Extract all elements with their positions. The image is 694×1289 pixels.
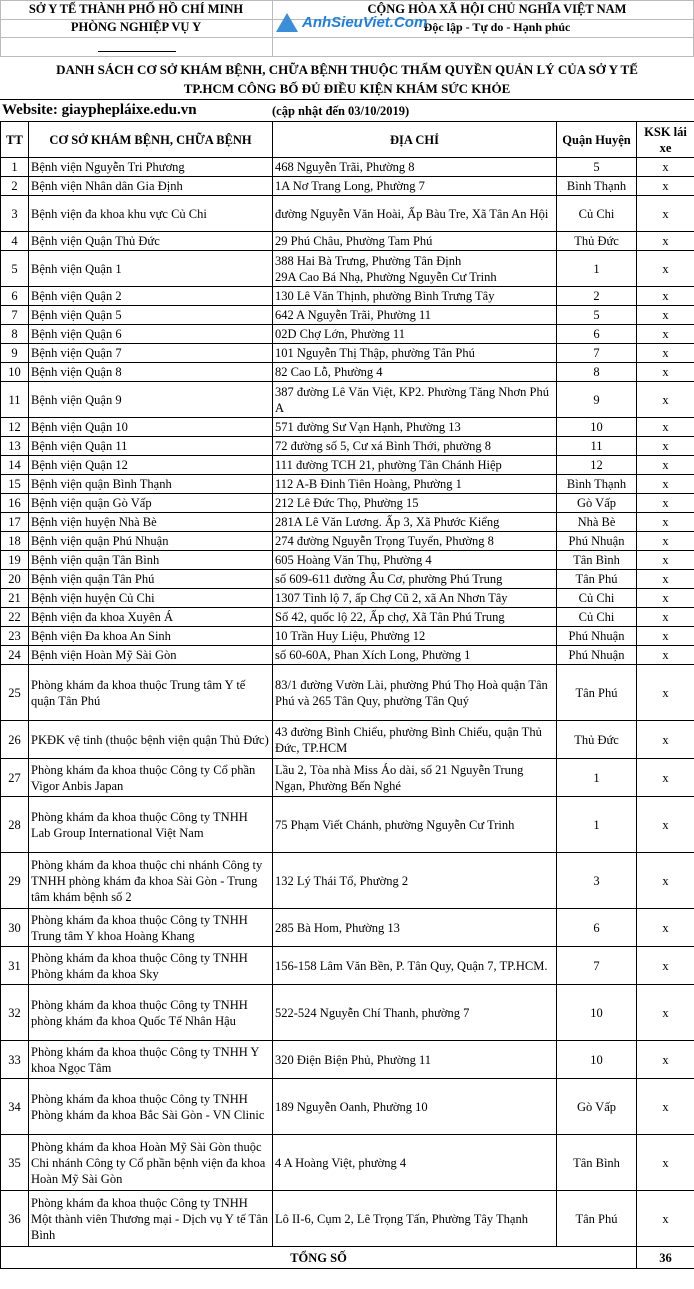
- row-index: 9: [1, 344, 29, 363]
- row-index: 26: [1, 721, 29, 759]
- motto: Độc lập - Tự do - Hạnh phúc: [423, 20, 571, 34]
- row-index: 19: [1, 551, 29, 570]
- district: 9: [557, 382, 637, 418]
- district: Nhà Bè: [557, 513, 637, 532]
- total-label: TỔNG SỐ: [1, 1247, 637, 1269]
- table-row: [1, 665, 694, 721]
- facility-address: 388 Hai Bà Trưng, Phường Tân Định 29A Cao Bá Nhạ, Phường Nguyễn Cư Trinh: [273, 251, 557, 287]
- ksk-mark: x: [637, 475, 694, 494]
- table-row: [1, 363, 694, 382]
- ksk-mark: x: [637, 251, 694, 287]
- table-row: [1, 158, 694, 177]
- ksk-mark: x: [637, 325, 694, 344]
- ksk-mark: x: [637, 1191, 694, 1247]
- header-facility: CƠ SỞ KHÁM BỆNH, CHỮA BỆNH: [29, 122, 273, 158]
- row-index: 35: [1, 1135, 29, 1191]
- row-index: 12: [1, 418, 29, 437]
- agency-name: SỞ Y TẾ THÀNH PHỐ HỒ CHÍ MINH: [28, 2, 244, 16]
- table-row: [1, 306, 694, 325]
- ksk-mark: x: [637, 721, 694, 759]
- facility-name: PKĐK vệ tinh (thuộc bệnh viện quận Thủ Đức): [29, 721, 273, 759]
- facility-address: đường Nguyễn Văn Hoài, Ấp Bàu Tre, Xã Tân An Hội: [273, 196, 557, 232]
- facility-address: 605 Hoàng Văn Thụ, Phường 4: [273, 551, 557, 570]
- district: Gò Vấp: [557, 1079, 637, 1135]
- facility-address: số 60-60A, Phan Xích Long, Phường 1: [273, 646, 557, 665]
- row-index: 8: [1, 325, 29, 344]
- facility-address: 281A Lê Văn Lương. Ấp 3, Xã Phước Kiểng: [273, 513, 557, 532]
- district: 5: [557, 306, 637, 325]
- table-row: [1, 418, 694, 437]
- facility-name: Bệnh viện Nhân dân Gia Định: [29, 177, 273, 196]
- ksk-mark: x: [637, 494, 694, 513]
- district: 7: [557, 344, 637, 363]
- facility-address: 02D Chợ Lớn, Phường 11: [273, 325, 557, 344]
- ksk-mark: x: [637, 382, 694, 418]
- row-index: 10: [1, 363, 29, 382]
- row-index: 22: [1, 608, 29, 627]
- facility-address: 132 Lý Thái Tổ, Phường 2: [273, 853, 557, 909]
- facility-name: Phòng khám đa khoa thuộc Công ty TNHH Phòng khám đa khoa Bắc Sài Gòn - VN Clinic: [29, 1079, 273, 1135]
- facility-address: 112 A-B Đinh Tiên Hoàng, Phường 1: [273, 475, 557, 494]
- facility-name: Bệnh viện Quận 12: [29, 456, 273, 475]
- document-title: [0, 58, 694, 98]
- facility-name: Phòng khám đa khoa Hoàn Mỹ Sài Gòn thuộc Chi nhánh Công ty Cổ phần bệnh viện đa khoa Hoàn Mỹ Sài Gòn: [29, 1135, 273, 1191]
- facility-address: Số 42, quốc lộ 22, Ấp chợ, Xã Tân Phú Trung: [273, 608, 557, 627]
- row-index: 2: [1, 177, 29, 196]
- table-row: [1, 382, 694, 418]
- ksk-mark: x: [637, 177, 694, 196]
- table-row: [1, 570, 694, 589]
- facility-name: Phòng khám đa khoa thuộc chi nhánh Công ty TNHH phòng khám đa khoa Sài Gòn - Trung tâm khám bệnh số 2: [29, 853, 273, 909]
- ksk-mark: x: [637, 344, 694, 363]
- row-index: 1: [1, 158, 29, 177]
- ksk-mark: x: [637, 646, 694, 665]
- facility-name: Bệnh viện đa khoa khu vực Củ Chi: [29, 196, 273, 232]
- row-index: 32: [1, 985, 29, 1041]
- district: 12: [557, 456, 637, 475]
- header-district: Quận Huyện: [557, 122, 637, 158]
- district: Bình Thạnh: [557, 177, 637, 196]
- district: Phú Nhuận: [557, 627, 637, 646]
- facility-name: Bệnh viện quận Tân Bình: [29, 551, 273, 570]
- table-row: [1, 325, 694, 344]
- facility-address: 189 Nguyễn Oanh, Phường 10: [273, 1079, 557, 1135]
- row-index: 11: [1, 382, 29, 418]
- row-index: 7: [1, 306, 29, 325]
- facility-address: 83/1 đường Vườn Lài, phường Phú Thọ Hoà quận Tân Phú và 265 Tân Quy, phường Tân Quý: [273, 665, 557, 721]
- row-index: 30: [1, 909, 29, 947]
- facility-address: 642 A Nguyễn Trãi, Phường 11: [273, 306, 557, 325]
- table-row: [1, 551, 694, 570]
- ksk-mark: x: [637, 418, 694, 437]
- facility-name: Phòng khám đa khoa thuộc Công ty TNHH phòng khám đa khoa Quốc Tế Nhân Hậu: [29, 985, 273, 1041]
- ksk-mark: x: [637, 797, 694, 853]
- table-row: [1, 494, 694, 513]
- district: Tân Bình: [557, 1135, 637, 1191]
- district: Tân Phú: [557, 665, 637, 721]
- table-row: [1, 196, 694, 232]
- table-row: [1, 608, 694, 627]
- facility-name: Bệnh viện Quận 2: [29, 287, 273, 306]
- row-index: 25: [1, 665, 29, 721]
- website-label: Website: giayphepláixe.edu.vn: [2, 102, 197, 118]
- district: 5: [557, 158, 637, 177]
- district: 6: [557, 909, 637, 947]
- facility-name: Bệnh viện quận Phú Nhuận: [29, 532, 273, 551]
- ksk-mark: x: [637, 853, 694, 909]
- table-row: [1, 759, 694, 797]
- facility-name: Phòng khám đa khoa thuộc Công ty TNHH Y khoa Ngọc Tâm: [29, 1041, 273, 1079]
- facility-address: 571 đường Sư Vạn Hạnh, Phường 13: [273, 418, 557, 437]
- table-row: [1, 721, 694, 759]
- header-address: ĐỊA CHỈ: [273, 122, 557, 158]
- ksk-mark: x: [637, 437, 694, 456]
- facility-name: Phòng khám đa khoa thuộc Trung tâm Y tế quận Tân Phú: [29, 665, 273, 721]
- watermark-logo: [276, 11, 446, 35]
- facility-name: Bệnh viện quận Bình Thạnh: [29, 475, 273, 494]
- district: 8: [557, 363, 637, 382]
- table-row: [1, 456, 694, 475]
- ksk-mark: x: [637, 287, 694, 306]
- row-index: 36: [1, 1191, 29, 1247]
- table-row: [1, 797, 694, 853]
- ksk-mark: x: [637, 947, 694, 985]
- facility-address: Lầu 2, Tòa nhà Miss Áo dài, số 21 Nguyễn Trung Ngạn, Phường Bến Nghé: [273, 759, 557, 797]
- title-line-1: DANH SÁCH CƠ SỞ KHÁM BỆNH, CHỮA BỆNH THUỘC THẨM QUYỀN QUẢN LÝ CỦA SỞ Y TẾ: [56, 62, 638, 77]
- table-row: [1, 1041, 694, 1079]
- updated-label: (cập nhật đến 03/10/2019): [272, 104, 410, 118]
- table-row: [1, 1191, 694, 1247]
- row-index: 34: [1, 1079, 29, 1135]
- facility-name: Bệnh viện đa khoa Xuyên Á: [29, 608, 273, 627]
- facility-name: Bệnh viện Quận 8: [29, 363, 273, 382]
- district: Gò Vấp: [557, 494, 637, 513]
- row-index: 15: [1, 475, 29, 494]
- table-header-row: [1, 122, 694, 158]
- facility-address: 156-158 Lâm Văn Bền, P. Tân Quy, Quận 7, TP.HCM.: [273, 947, 557, 985]
- table-row: [1, 344, 694, 363]
- facility-name: Bệnh viện Đa khoa An Sinh: [29, 627, 273, 646]
- row-index: 16: [1, 494, 29, 513]
- header-ksk: KSK lái xe: [637, 122, 694, 158]
- district: Tân Bình: [557, 551, 637, 570]
- ksk-mark: x: [637, 759, 694, 797]
- ksk-mark: x: [637, 1079, 694, 1135]
- row-index: 6: [1, 287, 29, 306]
- row-index: 14: [1, 456, 29, 475]
- logo-text: AnhSieuViet.Com: [302, 14, 428, 31]
- facility-address: 72 đường số 5, Cư xá Bình Thới, phường 8: [273, 437, 557, 456]
- ksk-mark: x: [637, 551, 694, 570]
- document-header: [0, 0, 694, 58]
- facility-address: 468 Nguyễn Trãi, Phường 8: [273, 158, 557, 177]
- row-index: 33: [1, 1041, 29, 1079]
- table-row: [1, 532, 694, 551]
- district: 1: [557, 797, 637, 853]
- table-row: [1, 251, 694, 287]
- row-index: 23: [1, 627, 29, 646]
- table-row: [1, 947, 694, 985]
- district: 6: [557, 325, 637, 344]
- row-index: 5: [1, 251, 29, 287]
- facility-name: Bệnh viện Quận 7: [29, 344, 273, 363]
- row-index: 21: [1, 589, 29, 608]
- ksk-mark: x: [637, 196, 694, 232]
- total-row: [1, 1247, 694, 1269]
- ksk-mark: x: [637, 363, 694, 382]
- facility-name: Phòng khám đa khoa thuộc Công ty TNHH Một thành viên Thương mại - Dịch vụ Y tế Tân Bình: [29, 1191, 273, 1247]
- district: Thủ Đức: [557, 232, 637, 251]
- table-row: [1, 985, 694, 1041]
- row-index: 29: [1, 853, 29, 909]
- ksk-mark: x: [637, 306, 694, 325]
- left-underline: [98, 51, 176, 52]
- district: Bình Thạnh: [557, 475, 637, 494]
- ksk-mark: x: [637, 456, 694, 475]
- ksk-mark: x: [637, 589, 694, 608]
- facility-name: Phòng khám đa khoa thuộc Công ty TNHH Lab Group International Việt Nam: [29, 797, 273, 853]
- district: 7: [557, 947, 637, 985]
- facility-address: 274 đường Nguyễn Trọng Tuyển, Phường 8: [273, 532, 557, 551]
- facility-address: 522-524 Nguyễn Chí Thanh, phường 7: [273, 985, 557, 1041]
- district: 2: [557, 287, 637, 306]
- facility-address: 1A Nơ Trang Long, Phường 7: [273, 177, 557, 196]
- table-row: [1, 437, 694, 456]
- district: Củ Chi: [557, 196, 637, 232]
- table-row: [1, 513, 694, 532]
- facility-name: Bệnh viện Quận Thủ Đức: [29, 232, 273, 251]
- facility-address: 101 Nguyễn Thị Thập, phường Tân Phú: [273, 344, 557, 363]
- row-index: 17: [1, 513, 29, 532]
- district: 11: [557, 437, 637, 456]
- facility-address: 130 Lê Văn Thịnh, phường Bình Trưng Tây: [273, 287, 557, 306]
- facility-address: 82 Cao Lỗ, Phường 4: [273, 363, 557, 382]
- district: 1: [557, 759, 637, 797]
- facility-name: Bệnh viện Quận 11: [29, 437, 273, 456]
- facility-address: 1307 Tỉnh lộ 7, ấp Chợ Cũ 2, xã An Nhơn Tây: [273, 589, 557, 608]
- facility-name: Bệnh viện Quận 10: [29, 418, 273, 437]
- district: Thủ Đức: [557, 721, 637, 759]
- district: 10: [557, 1041, 637, 1079]
- district: 1: [557, 251, 637, 287]
- table-row: [1, 589, 694, 608]
- total-value: 36: [637, 1247, 694, 1269]
- logo-triangle-icon: [276, 13, 298, 32]
- district: Củ Chi: [557, 608, 637, 627]
- ksk-mark: x: [637, 532, 694, 551]
- row-index: 28: [1, 797, 29, 853]
- row-index: 24: [1, 646, 29, 665]
- facility-name: Bệnh viện Quận 9: [29, 382, 273, 418]
- facility-table: [0, 121, 694, 1269]
- table-row: [1, 232, 694, 251]
- ksk-mark: x: [637, 608, 694, 627]
- country-name: CỘNG HÒA XÃ HỘI CHỦ NGHĨA VIỆT NAM: [367, 2, 627, 16]
- table-row: [1, 646, 694, 665]
- district: Tân Phú: [557, 1191, 637, 1247]
- table-row: [1, 853, 694, 909]
- facility-name: Phòng khám đa khoa thuộc Công ty TNHH Trung tâm Y khoa Hoàng Khang: [29, 909, 273, 947]
- table-row: [1, 475, 694, 494]
- facility-name: Bệnh viện quận Tân Phú: [29, 570, 273, 589]
- ksk-mark: x: [637, 570, 694, 589]
- row-index: 31: [1, 947, 29, 985]
- table-row: [1, 1079, 694, 1135]
- facility-address: 111 đường TCH 21, phường Tân Chánh Hiệp: [273, 456, 557, 475]
- ksk-mark: x: [637, 627, 694, 646]
- district: 10: [557, 418, 637, 437]
- facility-address: Lô II-6, Cụm 2, Lê Trọng Tấn, Phường Tây Thạnh: [273, 1191, 557, 1247]
- facility-address: số 609-611 đường Âu Cơ, phường Phú Trung: [273, 570, 557, 589]
- row-index: 13: [1, 437, 29, 456]
- ksk-mark: x: [637, 1135, 694, 1191]
- facility-name: Bệnh viện Hoàn Mỹ Sài Gòn: [29, 646, 273, 665]
- facility-address: 43 đường Bình Chiểu, phường Bình Chiểu, quận Thủ Đức, TP.HCM: [273, 721, 557, 759]
- facility-name: Phòng khám đa khoa thuộc Công ty TNHH Phòng khám đa khoa Sky: [29, 947, 273, 985]
- district: Phú Nhuận: [557, 646, 637, 665]
- facility-address: 320 Điện Biện Phủ, Phường 11: [273, 1041, 557, 1079]
- district: 3: [557, 853, 637, 909]
- facility-name: Bệnh viện Nguyễn Tri Phương: [29, 158, 273, 177]
- header-tt: TT: [1, 122, 29, 158]
- facility-name: Bệnh viện huyện Củ Chi: [29, 589, 273, 608]
- facility-name: Phòng khám đa khoa thuộc Công ty Cổ phần Vigor Anbis Japan: [29, 759, 273, 797]
- ksk-mark: x: [637, 985, 694, 1041]
- facility-address: 29 Phú Châu, Phường Tam Phú: [273, 232, 557, 251]
- table-row: [1, 909, 694, 947]
- facility-address: 387 đường Lê Văn Việt, KP2. Phường Tăng Nhơn Phú A: [273, 382, 557, 418]
- facility-name: Bệnh viện Quận 6: [29, 325, 273, 344]
- facility-name: Bệnh viện huyện Nhà Bè: [29, 513, 273, 532]
- ksk-mark: x: [637, 158, 694, 177]
- district: Tân Phú: [557, 570, 637, 589]
- table-row: [1, 1135, 694, 1191]
- facility-name: Bệnh viện Quận 1: [29, 251, 273, 287]
- facility-address: 212 Lê Đức Thọ, Phường 15: [273, 494, 557, 513]
- facility-address: 4 A Hoàng Việt, phường 4: [273, 1135, 557, 1191]
- district: Củ Chi: [557, 589, 637, 608]
- facility-name: Bệnh viện quận Gò Vấp: [29, 494, 273, 513]
- title-divider: [0, 99, 694, 100]
- facility-address: 285 Bà Hom, Phường 13: [273, 909, 557, 947]
- district: Phú Nhuận: [557, 532, 637, 551]
- row-index: 18: [1, 532, 29, 551]
- ksk-mark: x: [637, 513, 694, 532]
- facility-address: 75 Phạm Viết Chánh, phường Nguyễn Cư Trinh: [273, 797, 557, 853]
- table-row: [1, 177, 694, 196]
- row-index: 27: [1, 759, 29, 797]
- ksk-mark: x: [637, 1041, 694, 1079]
- ksk-mark: x: [637, 665, 694, 721]
- row-index: 4: [1, 232, 29, 251]
- ksk-mark: x: [637, 909, 694, 947]
- district: 10: [557, 985, 637, 1041]
- ksk-mark: x: [637, 232, 694, 251]
- row-index: 3: [1, 196, 29, 232]
- title-line-2: TP.HCM CÔNG BỐ ĐỦ ĐIỀU KIỆN KHÁM SỨC KHỎE: [183, 81, 511, 96]
- table-row: [1, 287, 694, 306]
- table-row: [1, 627, 694, 646]
- facility-name: Bệnh viện Quận 5: [29, 306, 273, 325]
- facility-address: 10 Trần Huy Liệu, Phường 12: [273, 627, 557, 646]
- department-name: PHÒNG NGHIỆP VỤ Y: [70, 20, 202, 34]
- row-index: 20: [1, 570, 29, 589]
